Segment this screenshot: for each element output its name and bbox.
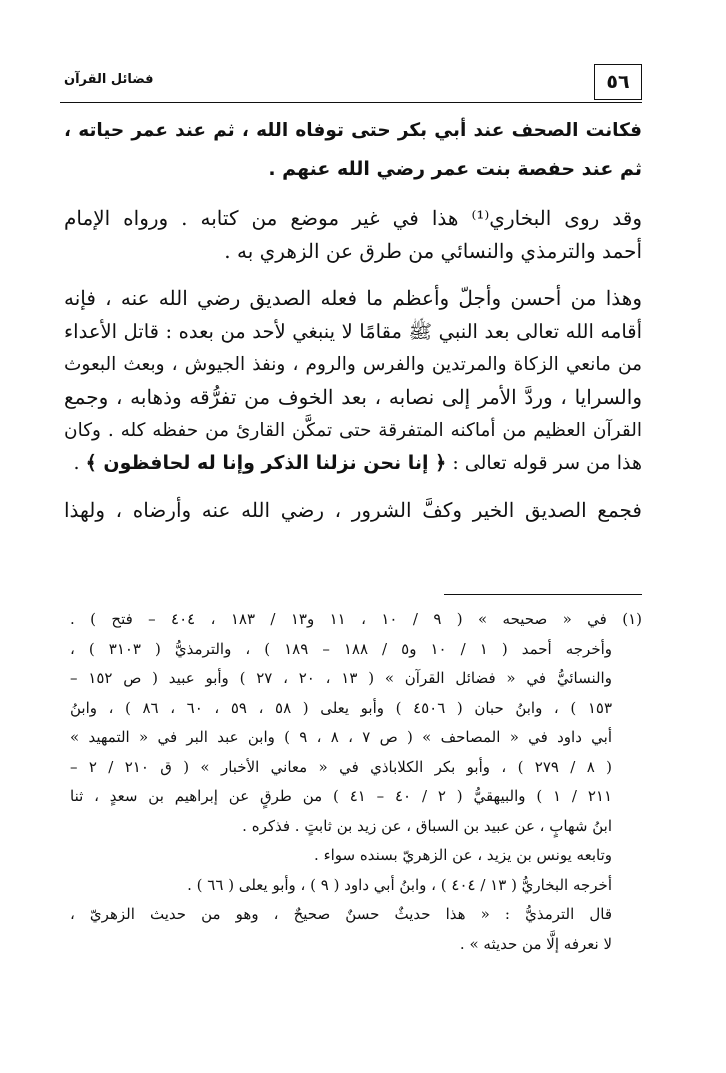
paragraph-text: . (73, 452, 86, 474)
paragraph-line: فجمع الصديق الخير وكفَّ الشرور ، رضي الله عنه وأرضاه ، ولهذا (64, 498, 642, 522)
footnote-line: أخرجه البخاريُّ ( ١٣ / ٤٠٤ ) ، وابنُ أبي داود ( ٩ ) ، وأبو يعلى ( ٦٦ ) . (187, 875, 612, 894)
footnote-line: وتابعه يونس بن يزيد ، عن الزهريّ بسنده سواء . (314, 846, 612, 864)
paragraph-line-quran (64, 447, 642, 480)
paragraph-line: أقامه الله تعالى بعد النبي ﷺ مقامًا لا ينبغي لأحد من بعده : قاتل الأعداء (64, 320, 642, 343)
page-header (60, 58, 642, 103)
footnote-line: قال الترمذيُّ : « هذا حديثٌ حسنٌ صحيحٌ ، وهو من حديث الزهريّ ، (70, 905, 612, 923)
paragraph-line: أحمد والترمذي والنسائي من طرق عن الزهري به . (224, 239, 642, 263)
paragraph-text: هذا من سر قوله تعالى : (446, 452, 642, 474)
footnote-line: ابنُ شهابٍ ، عن عبيد بن السباق ، عن زيد بن ثابتٍ . فذكره . (242, 816, 612, 835)
paragraph-line: من مانعي الزكاة والمرتدين والفرس والروم ، ونفذ الجيوش ، وبعث البعوث (64, 354, 642, 375)
footnote-line: ١٥٣ ) ، وابنُ حبان ( ٤٥٠٦ ) وأبو يعلى ( ٥٨ ، ٥٩ ، ٦٠ ، ٨٦ ) ، وابنُ (70, 698, 612, 717)
footnote-divider (444, 594, 642, 595)
footnote-line: ( ٨ / ٢٧٩ ) ، وأبو بكر الكلاباذي في « معاني الأخبار » ( ق ٢١٠ / ٢ – (70, 757, 613, 776)
footnote-line: والنسائيُّ في « فضائل القرآن » ( ١٣ ، ٢٠ ، ٢٧ ) وأبو عبيد ( ص ١٥٢ – (70, 669, 612, 687)
main-text (64, 112, 642, 527)
paragraph-line: القرآن العظيم من أماكنه المتفرقة حتى تمكَّن القارئ من حفظه كله . وكان (64, 420, 642, 441)
bold-line: فكانت الصحف عند أبي بكر حتى توفاه الله ، ثم عند عمر حياته ، (64, 120, 642, 141)
footnote-line: وأخرجه أحمد ( ١ / ١٠ و٥ / ١٨٨ – ١٨٩ ) ، والترمذيُّ ( ٣١٠٣ ) ، (70, 639, 613, 658)
paragraph-line: وقد روى البخاري⁽¹⁾ هذا في غير موضع من كتابه . ورواه الإمام (64, 206, 642, 230)
footnote-line: (١) في « صحيحه » ( ٩ / ١٠ ، ١١ و١٣ / ١٨٣ ، ٤٠٤ – فتح ) . (70, 610, 643, 628)
paragraph-line: والسرايا ، وردَّ الأمر إلى نصابه ، بعد الخوف من تفرُّقه وذهابه ، وجمع (64, 385, 642, 409)
page-number: ٥٦ (594, 64, 642, 100)
footnote-line: أبي داود في « المصاحف » ( ص ٧ ، ٨ ، ٩ ) وابن عبد البر في « التمهيد » (70, 728, 613, 746)
quran-verse: ﴿ إنا نحن نزلنا الذكر وإنا له لحافظون ﴾ (85, 452, 447, 474)
bold-line: ثم عند حفصة بنت عمر رضي الله عنهم . (268, 158, 642, 180)
footnote-line: ٢١١ / ١ ) والبيهقيُّ ( ٢ / ٤٠ – ٤١ ) من طرقٍ عن إبراهيم بن سعدٍ ، ثنا (70, 787, 612, 805)
footnotes (70, 605, 642, 959)
paragraph-line: وهذا من أحسن وأجلّ وأعظم ما فعله الصديق رضي الله عنه ، فإنه (64, 286, 642, 310)
running-title: فضائل القرآن (64, 72, 154, 87)
footnote-line: لا نعرفه إلَّا من حديثه » . (459, 934, 612, 953)
